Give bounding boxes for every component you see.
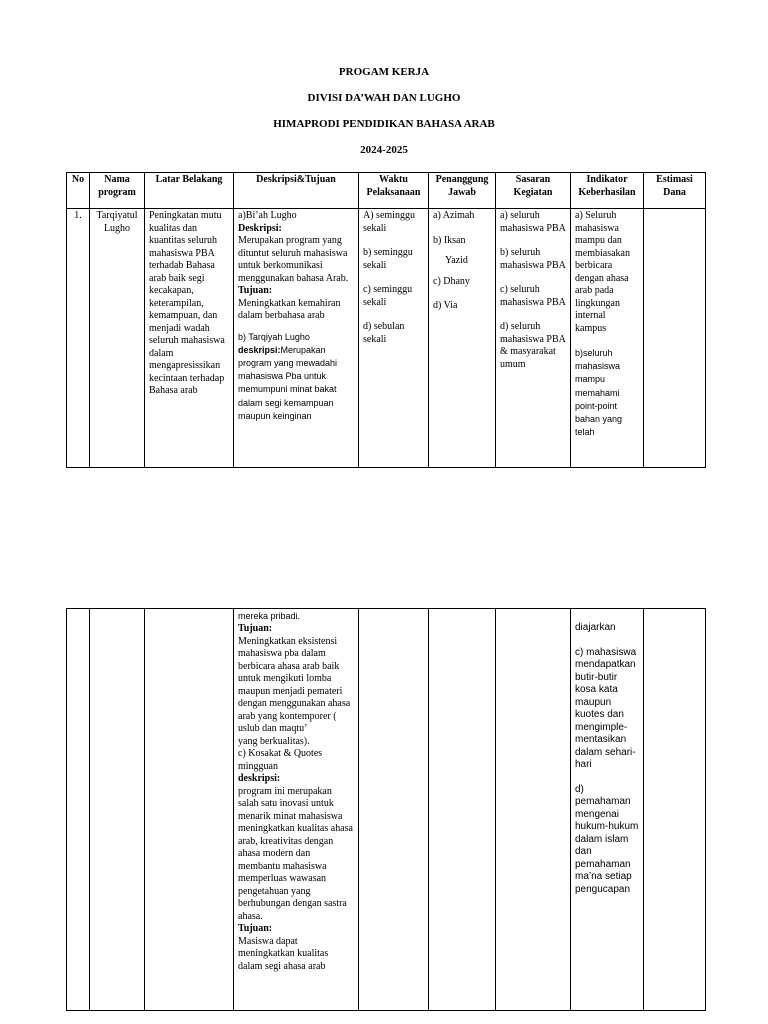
indikator-d: d) pemahaman mengenai hukum-hukum dalam islam dan pemahaman ma’na setiap pengucapan xyxy=(575,783,639,895)
cell-waktu xyxy=(359,209,429,468)
pj-item: c) Dhany xyxy=(433,275,470,287)
cell-waktu xyxy=(359,609,429,1011)
header-estimasi-dana: Estimasi Dana xyxy=(644,173,706,209)
desk-a-label: Deskripsi: xyxy=(238,222,282,234)
table-row xyxy=(67,209,706,468)
header-sasaran: Sasaran Kegiatan xyxy=(496,173,571,209)
cell-sasaran xyxy=(496,209,571,468)
desk-c-tujuan-text: Masiswa dapat meningkatkan kualitas dalam segi ahasa arab xyxy=(238,935,329,972)
header-penanggung-jawab: Penanggung Jawab xyxy=(429,173,496,209)
desk-b-body xyxy=(238,344,354,423)
cell-deskripsi xyxy=(234,209,359,468)
desk-c-label: deskripsi: xyxy=(238,773,281,785)
cell-penanggung-jawab xyxy=(429,609,496,1011)
sasaran-item: d) seluruh mahasiswa PBA & masyarakat umum xyxy=(500,321,566,370)
tujuan-text-1: Meningkatkan eksistensi mahasiswa pba dalam berbicara ahasa arab baik untuk mengikuti lomba maupun menjadi pemateri dengan menggunakan ahasa arab yang kontemporer ( uslub dan maqtu’ xyxy=(238,635,351,735)
desk-c-tujuan-label: Tujuan: xyxy=(238,923,273,935)
desk-c-text: program ini merupakan salah satu inovasi untuk menarik minat mahasiswa meningkatkan kualitas ahasa arab, kreativitas dengan ahasa modern dan membantu mahasiswa memperluas wawasan pengetahuan yang berhubungan dengan sastra ahasa. xyxy=(238,785,353,922)
cell-estimasi-dana xyxy=(644,209,706,468)
pj-item: Yazid xyxy=(445,255,468,266)
cell-indikator xyxy=(571,609,644,1011)
cell-latar-belakang xyxy=(145,609,234,1011)
program-table-page1 xyxy=(66,172,706,468)
cell-indikator xyxy=(571,209,644,468)
cell-nama-program xyxy=(90,609,145,1011)
desk-a-text: Merupakan program yang dituntut seluruh mahasiswa untuk berkomunikasi menggunakan bahasa Arab. xyxy=(238,235,349,284)
table-row xyxy=(67,609,706,1011)
waktu-item: d) sebulan sekali xyxy=(363,321,405,345)
indikator-a: a) Seluruh mahasiswa mampu dan membiasakan berbicara dengan ahasa arab pada lingkungan internal kampus xyxy=(575,210,630,334)
indikator-c: c) mahasiswa mendapatkan butir-butir kosa kata maupun kuotes dan mengimple-mentasikan dalam sehari-hari xyxy=(575,646,637,770)
waktu-item: A) seminggu sekali xyxy=(363,210,415,234)
doc-title-2: DIVISI DA’WAH DAN LUGHO xyxy=(307,92,461,104)
waktu-item: b) seminggu sekali xyxy=(363,247,413,271)
cell-nama-program: Tarqiyatul Lugho xyxy=(90,209,145,468)
sasaran-item: b) seluruh mahasiswa PBA xyxy=(500,247,566,271)
desk-c-title: c) Kosakat & Quotes mingguan xyxy=(238,748,323,772)
sasaran-item: a) seluruh mahasiswa PBA xyxy=(500,210,566,234)
desk-a-tujuan-label: Tujuan: xyxy=(238,285,273,296)
cell-penanggung-jawab xyxy=(429,209,496,468)
header-indikator: Indikator Keberhasilan xyxy=(571,173,644,209)
header-latar-belakang: Latar Belakang xyxy=(145,173,234,209)
pj-item: a) Azimah xyxy=(433,210,475,221)
table-header-row xyxy=(67,173,706,209)
cell-sasaran xyxy=(496,609,571,1011)
sasaran-item: c) seluruh mahasiswa PBA xyxy=(500,284,566,308)
indikator-b: b)seluruh mahasiswa mampu memahami point-point bahan yang telah xyxy=(575,348,623,438)
cell-no xyxy=(67,609,90,1011)
program-table-page2 xyxy=(66,608,706,1011)
cell-deskripsi xyxy=(234,609,359,1011)
pj-item: d) Via xyxy=(433,300,458,311)
header-deskripsi-tujuan: Deskripsi&Tujuan xyxy=(234,173,359,209)
desk-b-title: b) Tarqiyah Lugho xyxy=(238,331,310,342)
doc-title-4: 2024-2025 xyxy=(360,144,408,156)
header-no: No xyxy=(67,173,90,209)
desk-a-tujuan-text: Meningkatkan kemahiran dalam berbahasa arab xyxy=(238,297,341,321)
doc-title-3: HIMAPRODI PENDIDIKAN BAHASA ARAB xyxy=(273,118,495,130)
desk-b-label: deskripsi: xyxy=(238,344,281,355)
header-nama-program: Nama program xyxy=(90,173,145,209)
cell-no: 1. xyxy=(67,209,90,468)
tujuan-text-2: yang berkualitas). xyxy=(238,735,310,747)
desk-a-title: a)Bi’ah Lugho xyxy=(238,210,297,221)
desk-b-text: Merupakan program yang mewadahi mahasiswa Pba untuk memumpuni minat bakat dalam segi kemampuan maupun keinginan xyxy=(238,344,338,421)
cell-latar-belakang: Peningkatan mutu kualitas dan kuantitas seluruh mahasiswa PBA terhadab Bahasa arab baik segi kecakapan, keterampilan, kemampuan, dan menjadi wadah seluruh mahasiswa dalam mengapresissikan kecintaan terhadap Bahasa arab xyxy=(145,209,234,468)
tujuan-label: Tujuan: xyxy=(238,623,273,635)
waktu-item: c) seminggu sekali xyxy=(363,284,413,308)
cell-estimasi-dana xyxy=(644,609,706,1011)
doc-title-1: PROGAM KERJA xyxy=(338,66,430,78)
desk-cont: mereka pribadi. xyxy=(238,611,301,621)
header-waktu: Waktu Pelaksanaan xyxy=(359,173,429,209)
indikator-cont: diajarkan xyxy=(575,622,616,633)
pj-item: b) Iksan xyxy=(433,234,466,246)
